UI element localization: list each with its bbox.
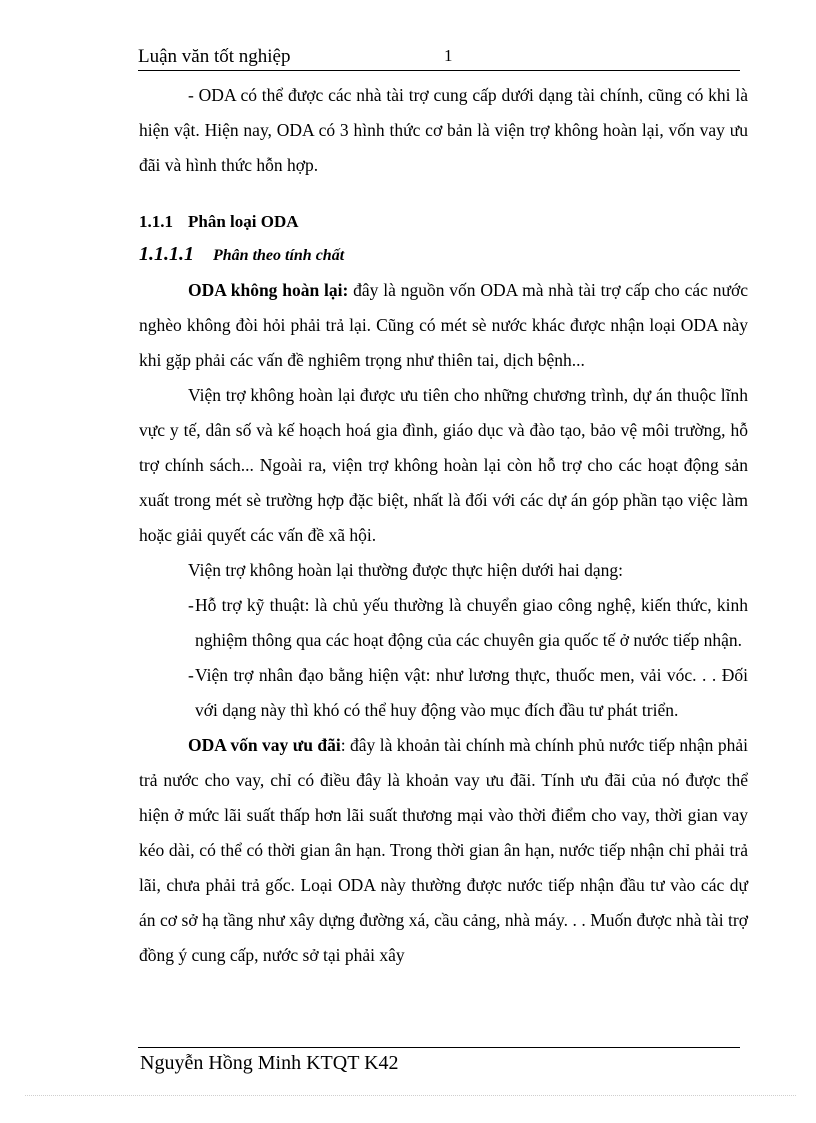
page-number: 1 xyxy=(444,46,453,65)
grant-forms-paragraph: Viện trợ không hoàn lại thường được thực hiện dưới hai dạng: xyxy=(188,560,624,580)
subsection-title: Phân theo tính chất xyxy=(213,247,345,264)
bullet-item xyxy=(139,588,748,658)
loan-term: ODA vốn vay ưu đãi xyxy=(188,735,341,755)
bullet-dash: - xyxy=(188,665,194,685)
bullet-item xyxy=(139,658,748,728)
bullet-dash: - xyxy=(188,595,194,615)
subsection-number: 1.1.1.1 xyxy=(139,243,194,265)
grant-term: ODA không hoàn lại: xyxy=(188,280,349,300)
subsection-heading xyxy=(139,237,748,273)
section-title: Phân loại ODA xyxy=(188,212,299,231)
bullet-text: Hỗ trợ kỹ thuật: là chủ yếu thường là chuyển giao công nghệ, kiến thức, kinh nghiệm thông qua các hoạt động của các chuyên gia quốc tế ở nước tiếp nhận. xyxy=(195,595,748,650)
section-number: 1.1.1 xyxy=(139,212,173,231)
loan-definition-paragraph xyxy=(139,728,748,973)
page-header xyxy=(138,44,740,71)
intro-paragraph: - ODA có thể được các nhà tài trợ cung cấp dưới dạng tài chính, cũng có khi là hiện vật. Hiện nay, ODA có 3 hình thức cơ bản là viện trợ không hoàn lại, vốn vay ưu đãi và hình thức hỗn hợp. xyxy=(139,85,748,175)
page-footer xyxy=(138,1047,740,1074)
bullet-text: Viện trợ nhân đạo bằng hiện vật: như lương thực, thuốc men, vải vóc. . . Đối với dạng này thì khó có thể huy động vào mục đích đầu tư phát triển. xyxy=(195,665,748,720)
grant-definition-paragraph xyxy=(139,273,748,378)
grant-priority-paragraph: Viện trợ không hoàn lại được ưu tiên cho những chương trình, dự án thuộc lĩnh vực y tế, dân số và kế hoạch hoá gia đình, giáo dục và đào tạo, bảo vệ môi trường, hỗ trợ chính sách... Ngoài ra, viện trợ không hoàn lại còn hỗ trợ cho các hoạt động sản xuất trong mét sè trường hợp đặc biệt, nhất là đối với các dự án góp phần tạo việc làm hoặc giải quyết các vấn đề xã hội. xyxy=(139,385,748,545)
page-boundary-divider xyxy=(25,1095,796,1096)
document-body xyxy=(139,78,748,973)
footer-author: Nguyễn Hồng Minh KTQT K42 xyxy=(140,1052,399,1074)
grant-definition: đây là nguồn vốn ODA mà nhà tài trợ cấp cho các nước nghèo không đòi hỏi phải trả lại. Cũng có mét sè nước khác được nhận loại ODA này khi gặp phải các vấn đề nghiêm trọng như thiên tai, dịch bệnh... xyxy=(139,280,748,370)
loan-definition: : đây là khoản tài chính mà chính phủ nước tiếp nhận phải trả nước cho vay, chỉ có điều đây là khoản vay ưu đãi. Tính ưu đãi của nó được thể hiện ở mức lãi suất thấp hơn lãi suất thương mại vào thời điểm cho vay, thời gian vay kéo dài, có thể có thời gian ân hạn. Trong thời gian ân hạn, nước tiếp nhận chỉ phải trả lãi, chưa phải trả gốc. Loại ODA này thường được nước tiếp nhận đầu tư vào các dự án cơ sở hạ tầng như xây dựng đường xá, cầu cảng, nhà máy. . . Muốn được nhà tài trợ đồng ý cung cấp, nước sở tại phải xây xyxy=(139,735,748,965)
header-title: Luận văn tốt nghiệp xyxy=(138,46,291,67)
section-heading xyxy=(139,207,748,237)
